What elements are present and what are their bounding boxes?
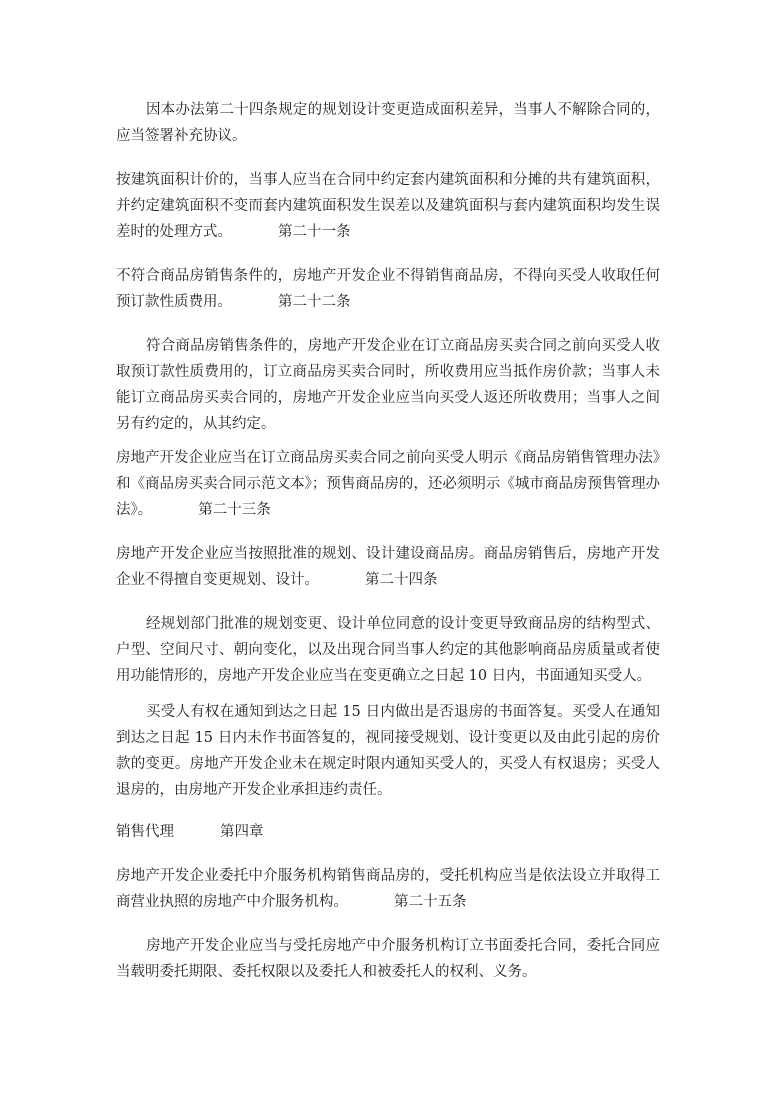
paragraph-buyer-reply: 买受人有权在通知到达之日起 15 日内做出是否退房的书面答复。买受人在通知到达之日起 15 日内未作书面答复的，视同接受规划、设计变更以及由此引起的房价款的变更。房地产开发企业未在规定时限内通知买受人的，买受人有权退房；买受人退房的，由房地产开发企业承担违约责任。: [116, 704, 660, 798]
paragraph-sales-conditions: 不符合商品房销售条件的，房地产开发企业不得销售商品房，不得向买受人收取任何预订款性质费用。 第二十二条: [116, 268, 660, 310]
paragraph-disclosure: 房地产开发企业应当在订立商品房买卖合同之前向买受人明示《商品房销售管理办法》和《商品房买卖合同示范文本》；预售商品房的，还必须明示《城市商品房预售管理办法》。 第二十三条: [116, 450, 660, 518]
article-number: 第二十二条: [278, 294, 351, 310]
chapter-heading-sales-agency: 销售代理 第四章: [116, 824, 264, 840]
paragraph-agency-contract: 房地产开发企业应当与受托房地产中介服务机构订立书面委托合同，委托合同应当载明委托期限、委托权限以及委托人和被委托人的权利、义务。: [116, 938, 660, 980]
paragraph-area-discrepancy-agreement: 因本办法第二十四条规定的规划设计变更造成面积差异，当事人不解除合同的，应当签署补充协议。: [116, 102, 660, 144]
paragraph-agency-requirements: 房地产开发企业委托中介服务机构销售商品房的，受托机构应当是依法设立并取得工商营业执照的房地产中介服务机构。 第二十五条: [116, 868, 660, 910]
paragraph-design-change-notice: 经规划部门批准的规划变更、设计单位同意的设计变更导致商品房的结构型式、户型、空间尺寸、朝向变化，以及出现合同当事人约定的其他影响商品房质量或者使用功能情形的，房地产开发企业应当在变更确立之日起 10 日内，书面通知买受人。: [116, 616, 660, 684]
article-number: 第二十四条: [365, 572, 438, 588]
article-number: 第二十三条: [198, 502, 271, 518]
paragraph-pricing-by-area: 按建筑面积计价的，当事人应当在合同中约定套内建筑面积和分摊的共有建筑面积，并约定建筑面积不变而套内建筑面积发生误差以及建筑面积与套内建筑面积均发生误差时的处理方式。 第二十一条: [116, 172, 660, 240]
article-number: 第二十五条: [394, 894, 467, 910]
chapter-number: 第四章: [220, 824, 264, 840]
article-number: 第二十一条: [278, 224, 351, 240]
paragraph-planning-compliance: 房地产开发企业应当按照批准的规划、设计建设商品房。商品房销售后，房地产开发企业不得擅自变更规划、设计。 第二十四条: [116, 546, 660, 588]
paragraph-deposit-fees: 符合商品房销售条件的，房地产开发企业在订立商品房买卖合同之前向买受人收取预订款性质费用的，订立商品房买卖合同时，所收费用应当抵作房价款；当事人未能订立商品房买卖合同的，房地产开发企业应当向买受人返还所收费用；当事人之间另有约定的，从其约定。: [116, 338, 660, 432]
